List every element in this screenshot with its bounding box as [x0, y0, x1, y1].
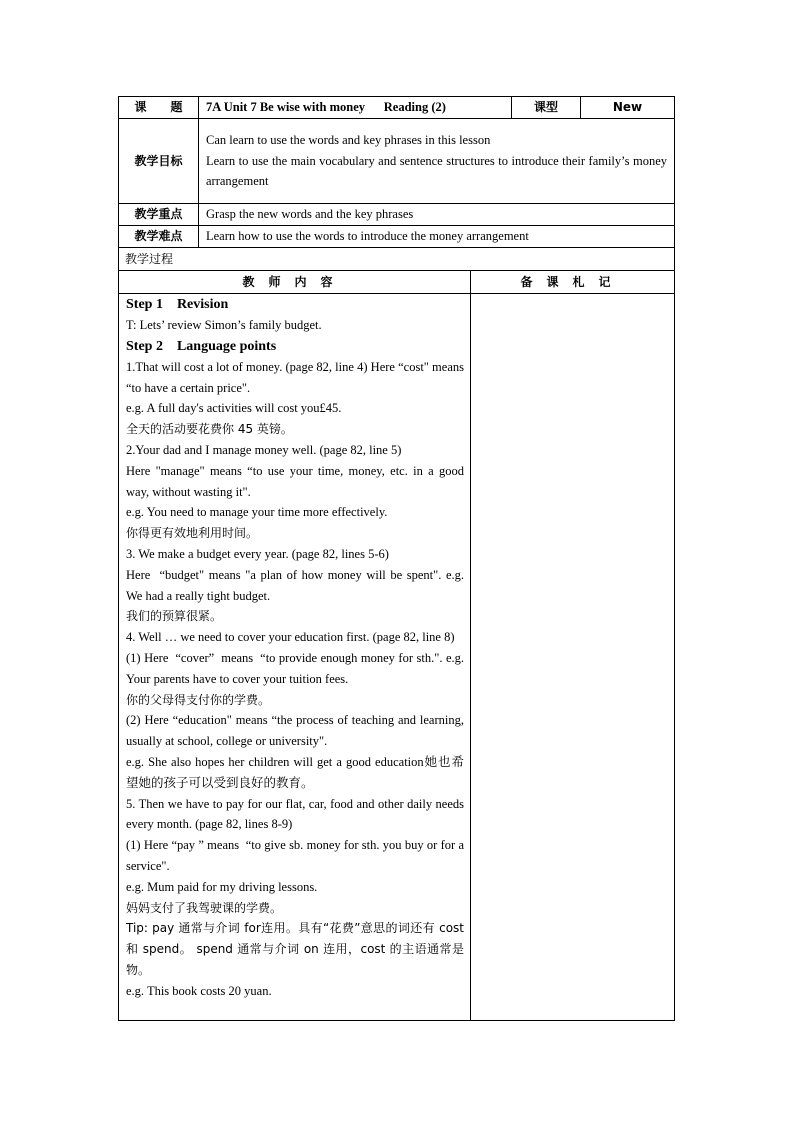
- content-line: e.g. This book costs 20 yuan.: [126, 983, 272, 998]
- content-line: Tip: pay 通常与介词 for连用。具有“花费”意思的词还有 cost 和 spend。 spend 通常与介词 on 连用，cost 的主语通常是物。: [126, 921, 468, 977]
- content-line: (1) Here “pay ” means “to give sb. money for sth. you buy or for a service".: [126, 838, 468, 873]
- content-line: (1) Here “cover” means “to provide enough money for sth.". e.g. Your parents have to cover your tuition fees.: [126, 650, 467, 686]
- content-line: e.g. A full day's activities will cost you£45.: [126, 401, 342, 416]
- key-points-value: Grasp the new words and the key phrases: [199, 204, 675, 226]
- content-line: 你得更有效地利用时间。: [126, 526, 259, 541]
- objective-1: Can learn to use the words and key phrases in this lesson: [206, 132, 491, 147]
- notes-cell: [471, 294, 675, 1021]
- difficulties-value: Learn how to use the words to introduce the money arrangement: [199, 226, 675, 248]
- objectives-row: [119, 119, 675, 204]
- process-row: [119, 248, 675, 271]
- content-line: e.g. She also hopes her children will get a good education她也希望她的孩子可以受到良好的教育。: [126, 754, 464, 790]
- lesson-plan-table-wrapper: [118, 96, 674, 1021]
- content-row: [119, 294, 675, 1021]
- content-line: Here "manage" means “to use your time, money, etc. in a good way, without wasting it".: [126, 463, 468, 499]
- topic-label: 课 题: [119, 97, 199, 119]
- topic-value: 7A Unit 7 Be wise with money Reading (2): [199, 97, 512, 119]
- key-points-label: 教学重点: [119, 204, 199, 226]
- difficulties-label: 教学难点: [119, 226, 199, 248]
- content-body: [126, 294, 468, 1002]
- step-heading: Step 1 Revision: [126, 297, 229, 312]
- process-label: 教学过程: [119, 248, 675, 271]
- content-line: 妈妈支付了我驾驶课的学费。: [126, 900, 283, 915]
- notes-header: 备课札记: [471, 271, 675, 294]
- objective-2: Learn to use the main vocabulary and sentence structures to introduce their family’s money arrangement: [206, 153, 667, 189]
- content-line: 全天的活动要花费你 45 英镑。: [126, 422, 293, 437]
- type-value: New: [581, 97, 675, 119]
- difficulties-row: [119, 226, 675, 248]
- content-line: e.g. You need to manage your time more effectively.: [126, 505, 388, 520]
- objectives-text: [199, 119, 675, 204]
- content-line: 2.Your dad and I manage money well. (page 82, line 5): [126, 442, 402, 457]
- content-line: 我们的预算很紧。: [126, 609, 223, 624]
- content-line: e.g. Mum paid for my driving lessons.: [126, 879, 318, 894]
- step-heading: Step 2 Language points: [126, 338, 277, 354]
- content-line: 4. Well … we need to cover your education first. (page 82, line 8): [126, 630, 455, 645]
- key-points-row: [119, 204, 675, 226]
- content-line: 1.That will cost a lot of money. (page 82, line 4) Here “cost" means “to have a certain price".: [126, 359, 468, 395]
- lesson-plan-table: [118, 96, 675, 1021]
- teacher-content-header: 教师内容: [119, 271, 471, 294]
- objectives-label: 教学目标: [119, 119, 199, 204]
- columns-row: [119, 271, 675, 294]
- content-line: 你的父母得支付你的学费。: [126, 692, 271, 707]
- teacher-content: [119, 294, 471, 1021]
- content-line: (2) Here “education" means “the process of teaching and learning, usually at school, college or university".: [126, 713, 468, 749]
- content-line: T: Lets’ review Simon’s family budget.: [126, 318, 322, 332]
- content-line: 3. We make a budget every year. (page 82, lines 5-6): [126, 546, 389, 561]
- content-line: 5. Then we have to pay for our flat, car, food and other daily needs every month. (page 82, lines 8-9): [126, 796, 468, 832]
- type-label: 课型: [512, 97, 581, 119]
- header-row: [119, 97, 675, 119]
- content-line: Here “budget" means "a plan of how money will be spent". e.g. We had a really tight budget.: [126, 567, 467, 603]
